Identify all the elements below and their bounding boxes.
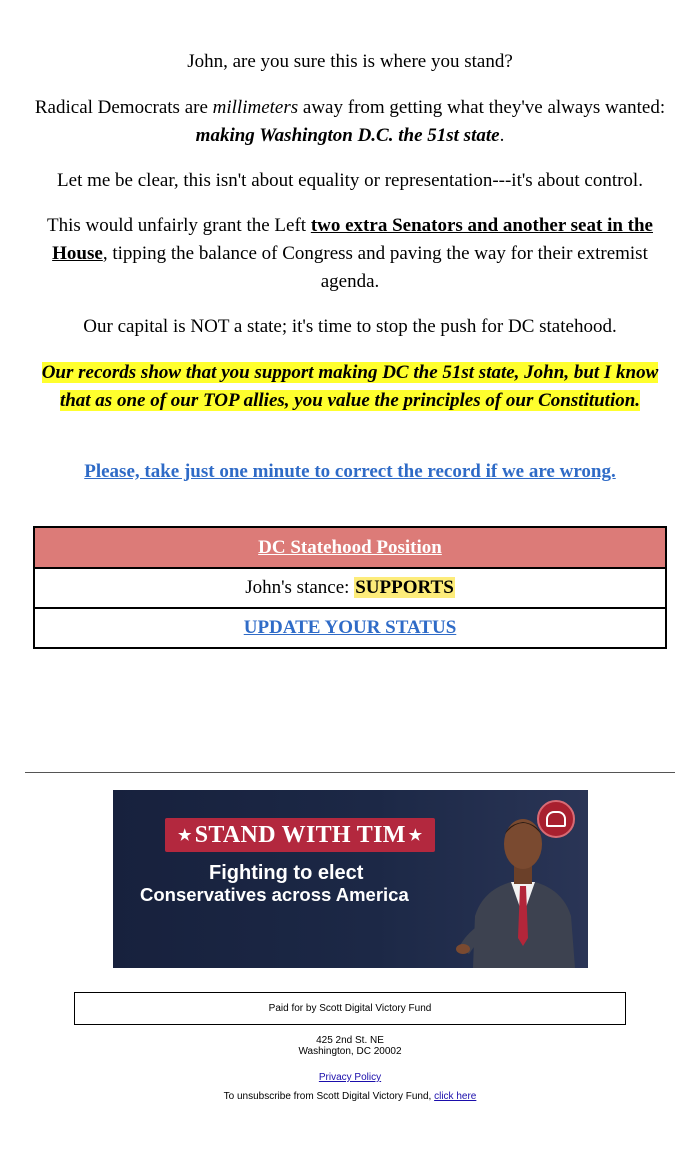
p2-text-a: Radical Democrats are (34, 97, 213, 118)
unsubscribe-row (0, 1091, 700, 1102)
p2-emphasis: millimeters (212, 97, 299, 118)
address-line-2: Washington, DC 20002 (298, 1046, 402, 1057)
banner-title-pill (165, 818, 435, 852)
stance-table-header-cell (34, 527, 666, 568)
update-row (34, 608, 666, 648)
p4-text-a: This would unfairly grant the Left (47, 215, 311, 236)
unsubscribe-link[interactable]: click here (434, 1091, 477, 1102)
paragraph-senators (30, 212, 670, 296)
highlighted-records-paragraph (30, 359, 670, 415)
stance-badge: SUPPORTS (355, 577, 454, 598)
stance-table-header[interactable]: DC Statehood Position (258, 536, 442, 558)
paragraph-radical-democrats (30, 94, 670, 150)
highlighted-text: Our records show that you support making DC the 51st state, John, but I know that as one of our TOP allies, you value the principles of our Constitution. (41, 362, 659, 411)
star-icon: ★ (178, 828, 192, 845)
paid-for-text: Paid for by Scott Digital Victory Fund (268, 1003, 432, 1014)
correct-record-paragraph (30, 458, 670, 486)
privacy-row (0, 1072, 700, 1083)
banner-tagline-line1: Fighting to elect (209, 862, 364, 884)
star-icon: ★ (408, 828, 423, 845)
paragraph-control: Let me be clear, this isn't about equality or representation---it's about control. (57, 170, 643, 191)
banner-tagline-line2: Conservatives across America (140, 884, 409, 905)
opening-question: John, are you sure this is where you stand? (187, 51, 513, 72)
p2-text-e: . (499, 125, 505, 146)
gop-elephant-icon (537, 800, 575, 838)
footer-divider (25, 772, 675, 773)
stance-label: John's stance: (245, 577, 355, 598)
privacy-policy-link[interactable]: Privacy Policy (318, 1072, 382, 1083)
banner-title: STAND WITH TIM (194, 822, 406, 848)
p4-text-c: , tipping the balance of Congress and paving the way for their extremist agenda. (102, 243, 648, 292)
stance-table (33, 526, 667, 649)
paid-for-box (74, 992, 626, 1025)
p4-underlined-bold: two extra Senators and another seat in the House (52, 215, 653, 264)
update-cell (34, 608, 666, 648)
p2-text-c: away from getting what they've always wanted: (298, 97, 666, 118)
stand-with-tim-banner[interactable] (113, 790, 588, 968)
unsubscribe-text: To unsubscribe from Scott Digital Victory Fund, (223, 1091, 435, 1102)
correct-record-link[interactable]: Please, take just one minute to correct the record if we are wrong. (84, 461, 616, 482)
p2-bold-italic: making Washington D.C. the 51st state (195, 125, 500, 146)
stance-table-header-row (34, 527, 666, 568)
stance-row (34, 568, 666, 608)
stance-cell (34, 568, 666, 608)
address-line-1: 425 2nd St. NE (316, 1035, 384, 1046)
paragraph-capital: Our capital is NOT a state; it's time to stop the push for DC statehood. (83, 316, 617, 337)
update-status-link[interactable]: UPDATE YOUR STATUS (243, 617, 457, 638)
